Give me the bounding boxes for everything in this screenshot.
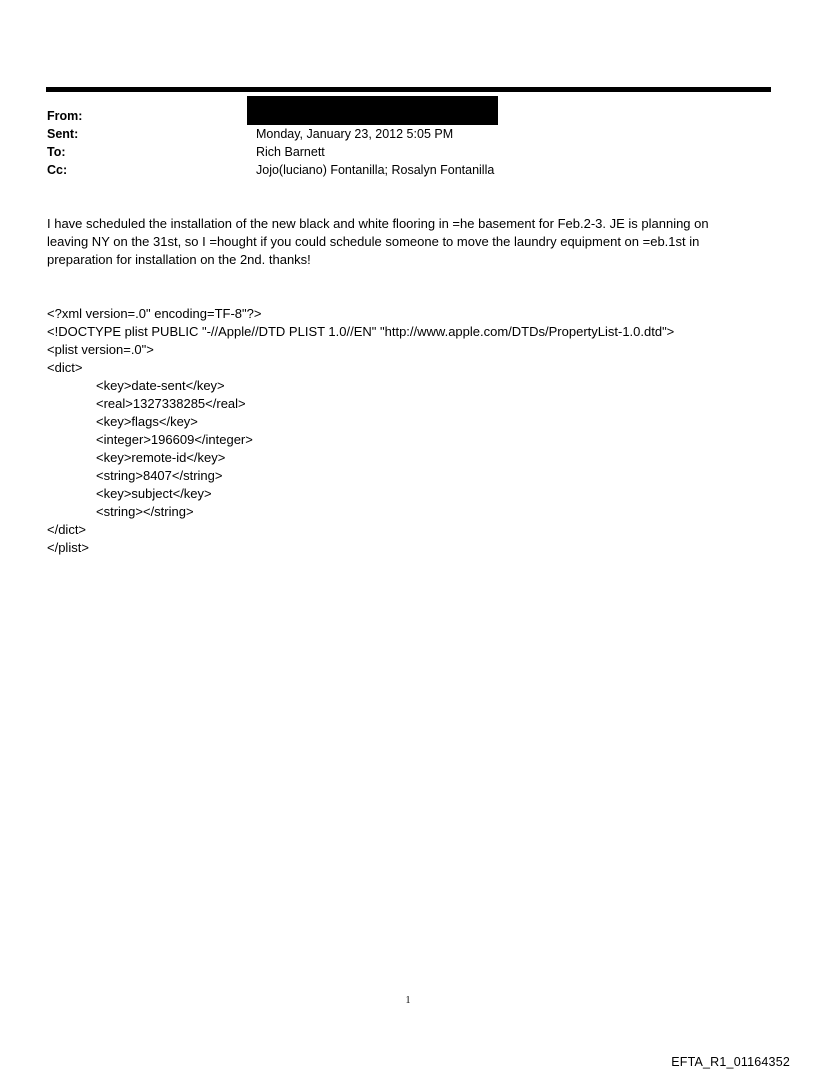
plist-line: </dict> [47,522,87,537]
plist-line: <string></string> [96,504,194,519]
from-label: From: [47,109,83,123]
cc-value: Jojo(luciano) Fontanilla; Rosalyn Fontanilla [256,163,495,177]
to-label: To: [47,145,66,159]
plist-line: <!DOCTYPE plist PUBLIC "-//Apple//DTD PLIST 1.0//EN" "http://www.apple.com/DTDs/PropertyList-1.0.dtd"> [47,324,675,339]
plist-line: <real>1327338285</real> [96,396,246,411]
plist-line: <?xml version=.0" encoding=TF-8"?> [47,306,262,321]
plist-line: <dict> [47,360,83,375]
body-paragraph: I have scheduled the installation of the new black and white flooring in =he basement for Feb.2-3. JE is planning on leaving NY on the 31st, so I =hought if you could schedule someone to move the laundry equipment on =eb.1st in preparation for installation on the 2nd. thanks! [47,216,709,267]
sent-label: Sent: [47,127,79,141]
plist-line: </plist> [47,540,89,555]
plist-line: <key>subject</key> [96,486,212,501]
redaction-block [247,96,498,125]
bates-number: EFTA_R1_01164352 [671,1055,790,1069]
plist-line: <key>flags</key> [96,414,198,429]
to-value: Rich Barnett [256,145,325,159]
plist-line: <string>8407</string> [96,468,223,483]
plist-line: <integer>196609</integer> [96,432,253,447]
email-body [47,215,747,269]
plist-line: <plist version=.0"> [47,342,154,357]
header-divider [46,87,771,92]
plist-line: <key>date-sent</key> [96,378,225,393]
sent-value: Monday, January 23, 2012 5:05 PM [256,127,454,141]
plist-block [47,305,674,557]
cc-label: Cc: [47,163,68,177]
plist-line: <key>remote-id</key> [96,450,226,465]
page-number: 1 [405,995,411,1006]
